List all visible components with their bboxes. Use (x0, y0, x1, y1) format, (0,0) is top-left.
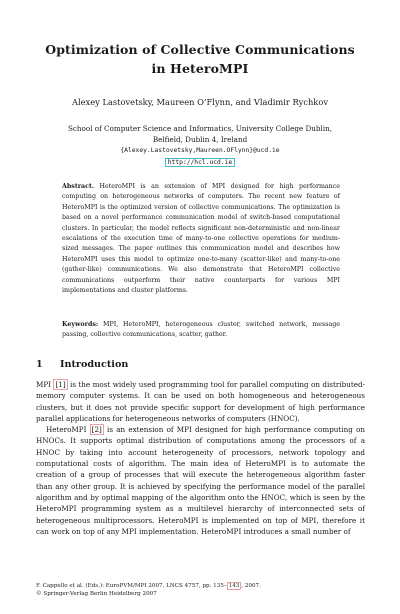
paragraph-2-rest: is an extension of MPI designed for high performance computing on HNOCs. It supports optimal distribution of computations among the processors of a HNOC by taking into account heterogeneity of processors, network topology and computational costs of algorithm. The main idea of HeteroMPI is to automate the creation of a group of processes that will execute the heterogeneous algorithm faster than any other group. It is achieved by specifying the performance model of the parallel algorithm and by optimal mapping of the algorithm onto the HNOC, which is seen by the HeteroMPI programming system as a multilevel hierarchy of interconnected sets of heterogeneous multiprocessors. HeteroMPI is implemented on top of MPI, therefore it can work on top of any MPI implementation. HeteroMPI introduces a small number of (36, 425, 365, 536)
author-emails: {Alexey.Lastovetsky,Maureen.OFlynn}@ucd.ie (120, 147, 280, 154)
footer-copyright: © Springer-Verlag Berlin Heidelberg 2007 (36, 591, 157, 598)
abstract (62, 182, 340, 296)
section-title: Introduction (60, 359, 129, 370)
paragraph-2-start: HeteroMPI (46, 425, 90, 435)
keywords-text: MPI, HeteroMPI, heterogeneous cluster, switched network, message passing, collective communications, scatter, gather. (62, 321, 340, 339)
author-list: Alexey Lastovetsky, Maureen O’Flynn, and Vladimir Rychkov (71, 97, 329, 107)
citation-link-2[interactable]: [2] (91, 425, 102, 435)
keywords-label: Keywords: (62, 321, 99, 328)
footer-citation (36, 582, 366, 590)
page-range-link[interactable]: 143 (228, 583, 240, 589)
title-line-1: Optimization of Collective Communications (45, 42, 355, 57)
affiliation-line-2: Belfield, Dublin 4, Ireland (152, 135, 248, 144)
keywords (62, 320, 340, 341)
introduction-body (36, 379, 365, 537)
paragraph-2 (36, 424, 365, 537)
abstract-label: Abstract. (62, 183, 95, 190)
section-heading (36, 359, 366, 371)
paragraph-1 (36, 379, 365, 424)
project-url-link[interactable]: http://hcl.ucd.ie (165, 158, 235, 167)
paper-title (20, 40, 380, 78)
footer-citation-start: F. Cappello et al. (Eds.): EuroPVM/MPI 2007, LNCS 4757, pp. 135– (36, 583, 227, 589)
paragraph-1-start: MPI (36, 380, 54, 389)
citation-link-1[interactable]: [1] (55, 380, 66, 389)
title-line-2: in HeteroMPI (151, 61, 249, 76)
page-footer (36, 582, 366, 598)
section-number: 1 (36, 359, 43, 370)
abstract-text: HeteroMPI is an extension of MPI designed for high performance computing on heterogeneous networks of computers. The recent new feature of HeteroMPI is the optimized version of collective communications. The optimization is based on a novel performance communication model of switch-based computational clusters. In particular, the model reflects significant non-deterministic and non-linear escalations of the execution time of many-to-one collective operations for medium-sized messages. The paper outlines this communication model and describes how HeteroMPI uses this model to optimize one-to-many (scatter-like) and many-to-one (gather-like) communications. We also demonstrate that HeteroMPI collective communications outperform their native counterparts for various MPI implementations and cluster platforms. (62, 183, 340, 295)
affiliation-line-1: School of Computer Science and Informatics, University College Dublin, (67, 124, 333, 133)
footer-citation-end: , 2007. (241, 583, 261, 589)
affiliation-block (20, 123, 380, 168)
paragraph-1-rest: is the most widely used programming tool for parallel computing on distributed-memory computer systems. It can be used on both homogeneous and heterogeneous clusters, but it does not provide specific support for development of high performance parallel applications for heterogeneous networks of computers (HNOC). (36, 380, 365, 423)
